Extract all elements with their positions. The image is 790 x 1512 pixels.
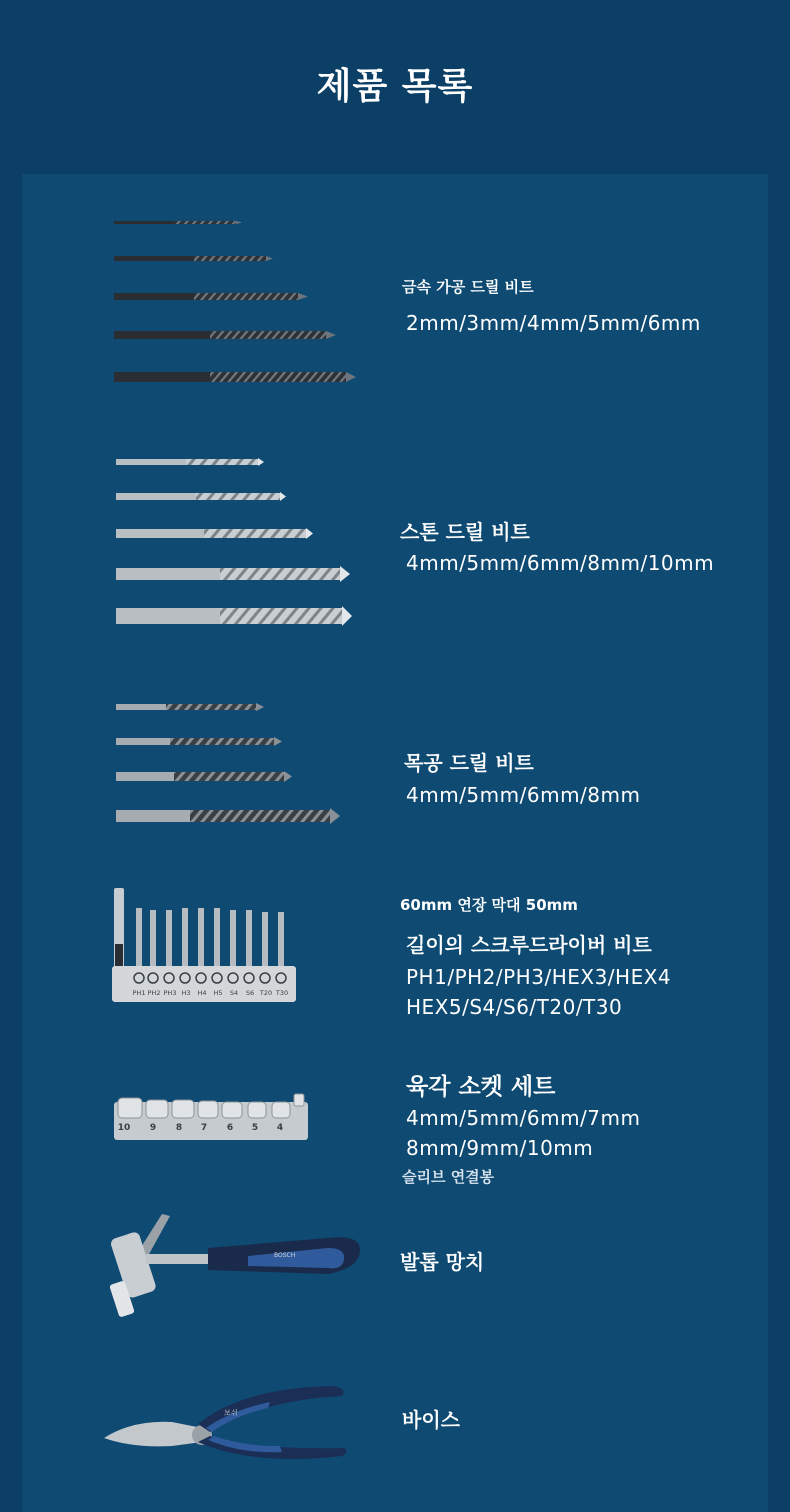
hex-socket-set-image [112, 1088, 312, 1146]
sleeve-connector-note: 슬리브 연결봉 [402, 1168, 495, 1186]
socket-label-5: 5 [251, 1123, 259, 1133]
bit-label-6: S4 [229, 989, 239, 997]
socket-label-4: 6 [226, 1123, 234, 1133]
pliers-label: 바이스 [402, 1408, 460, 1432]
bit-label-0: PH1 [132, 989, 146, 997]
metal-drill-label: 금속 가공 드릴 비트 [402, 278, 534, 296]
socket-label-2: 8 [175, 1123, 183, 1133]
hammer-brand-text: BOSCH [274, 1252, 296, 1259]
socket-label-6: 4 [276, 1123, 284, 1133]
pliers-brand-text: 보쉬 [224, 1409, 238, 1417]
hex-socket-label: 육각 소켓 세트 [406, 1074, 556, 1100]
hex-socket-spec-line2: 8mm/9mm/10mm [406, 1136, 594, 1160]
bit-label-5: H5 [213, 989, 223, 997]
product-list-panel [22, 174, 768, 1512]
wood-drill-spec: 4mm/5mm/6mm/8mm [406, 783, 641, 807]
metal-drill-spec: 2mm/3mm/4mm/5mm/6mm [406, 311, 701, 335]
page-title: 제품 목록 [316, 66, 474, 107]
wood-drill-bits-image [114, 698, 364, 833]
bit-label-9: T30 [275, 989, 289, 997]
wood-drill-label: 목공 드릴 비트 [404, 751, 534, 775]
extension-bar-label: 60mm 연장 막대 50mm [400, 896, 578, 914]
metal-drill-bits-image [112, 214, 362, 394]
stone-drill-bits-image [114, 452, 364, 637]
claw-hammer-image [98, 1204, 368, 1324]
stone-drill-label: 스톤 드릴 비트 [400, 520, 530, 544]
claw-hammer-label: 발톱 망치 [400, 1250, 485, 1274]
hex-socket-spec-line1: 4mm/5mm/6mm/7mm [406, 1106, 641, 1130]
bit-label-3: H3 [181, 989, 191, 997]
bit-label-7: S6 [245, 989, 255, 997]
pliers-image [102, 1380, 352, 1470]
socket-label-3: 7 [200, 1123, 208, 1133]
bit-label-8: T20 [259, 989, 273, 997]
screwdriver-bits-spec-line2: HEX5/S4/S6/T20/T30 [406, 995, 623, 1019]
screwdriver-bits-image [112, 884, 302, 1006]
socket-label-0: 10 [117, 1123, 131, 1133]
screwdriver-bits-spec-line1: PH1/PH2/PH3/HEX3/HEX4 [406, 965, 672, 989]
screwdriver-bits-label: 길이의 스크루드라이버 비트 [406, 933, 652, 957]
bit-label-1: PH2 [147, 989, 161, 997]
stone-drill-spec: 4mm/5mm/6mm/8mm/10mm [406, 551, 715, 575]
socket-label-1: 9 [149, 1123, 157, 1133]
bit-label-2: PH3 [163, 989, 177, 997]
bit-label-4: H4 [197, 989, 207, 997]
